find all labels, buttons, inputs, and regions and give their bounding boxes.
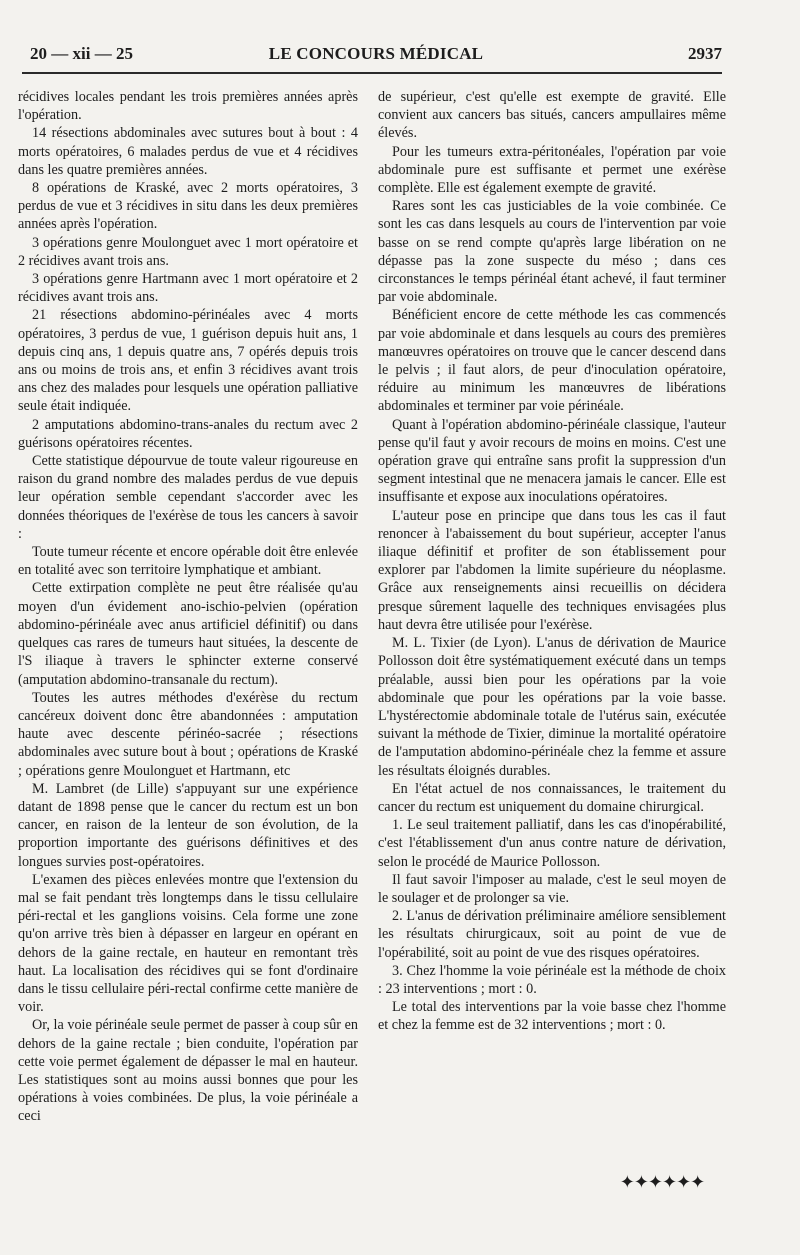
paragraph: 14 résections abdominales avec sutures bout à bout : 4 morts opératoires, 6 malades perdus de vue et 4 récidives dans les quatre premières années.	[18, 125, 358, 178]
paragraph: Cette statistique dépourvue de toute valeur rigoureuse en raison du grand nombre des malades perdus de vue depuis leur opération semble cependant s'accorder avec les données théoriques de l'exérèse de tous les cancers à savoir :	[18, 453, 358, 542]
paragraph: récidives locales pendant les trois premières années après l'opération.	[18, 89, 358, 124]
left-column	[18, 88, 358, 1126]
paragraph: M. L. Tixier (de Lyon). L'anus de dérivation de Maurice Pollosson doit être systématiquement exécuté dans un temps préalable, aussi bien pour les opérations par la voie abdominale que pour les opérations par la voie basse. L'hystérectomie abdominale totale de l'utérus sain, exécutée suivant la méthode de Tixier, diminue la mortalité opératoire de l'amputation abdomino-périnéale chez la femme et assure les résultats éloignés durables.	[378, 635, 726, 779]
paragraph: 8 opérations de Kraské, avec 2 morts opératoires, 3 perdus de vue et 3 récidives in situ dans les deux premières années après l'opération.	[18, 180, 358, 233]
paragraph: Le total des interventions par la voie basse chez l'homme et chez la femme est de 32 interventions ; mort : 0.	[378, 999, 726, 1034]
issue-date: 20 — xii — 25	[30, 44, 133, 63]
paragraph: Rares sont les cas justiciables de la voie combinée. Ce sont les cas dans lesquels au cours de l'intervention par voie basse on se rend compte qu'après large libération on ne dépasse pas la zone suspecte du méso ; dans ces circonstances le temps périnéal étant achevé, il faut terminer par voie abdominale.	[378, 198, 726, 306]
paragraph: Quant à l'opération abdomino-périnéale classique, l'auteur pense qu'il faut y avoir recours de moins en moins. C'est une opération grave qui entraîne sans profit la suppression d'un segment intestinal que ne menacera jamais le cancer. Elle est insuffisante et expose aux inoculations opératoires.	[378, 416, 726, 506]
journal-title: LE CONCOURS MÉDICAL	[268, 44, 484, 63]
header-rule	[22, 72, 722, 74]
paragraph: L'examen des pièces enlevées montre que l'extension du mal se fait pendant très longtemps dans le tissu cellulaire péri-rectal et les ganglions voisins. Cela forme une zone qu'on arrive très bien à dépasser en largeur en opérant en dehors de la gaine rectale, en hauteur en remontant très haut. La localisation des récidives qui se font d'ordinaire dans le tissu cellulaire péri-rectal confirme cette manière de voir.	[18, 871, 358, 1016]
paragraph: Toutes les autres méthodes d'exérèse du rectum cancéreux doivent donc être abandonnées : amputation haute avec descente périnéo-sacrée ; résections abdominales avec suture bout à bout ; opérations de Kraské ; opérations genre Moulonguet et Hartmann, etc	[18, 689, 358, 779]
paragraph: Toute tumeur récente et encore opérable doit être enlevée en totalité avec son territoire lymphatique et ambiant.	[18, 544, 358, 579]
running-header	[30, 44, 722, 70]
paragraph: 3 opérations genre Moulonguet avec 1 mort opératoire et 2 récidives avant trois ans.	[18, 234, 358, 269]
paragraph: En l'état actuel de nos connaissances, le traitement du cancer du rectum est uniquement du domaine chirurgical.	[378, 780, 726, 815]
page-number: 2937	[688, 44, 722, 63]
paragraph: L'auteur pose en principe que dans tous les cas il faut renoncer à l'abaissement du bout supérieur, accepter l'anus iliaque définitif et profiter de son établissement pour explorer par l'abdomen la limite supérieure du néoplasme. Grâce aux renseignements ainsi recueillis on décidera presque sûrement laquelle des techniques envisagées plus haut devra être utilisée pour l'exérèse.	[378, 507, 726, 633]
end-ornament: ✦✦✦✦✦✦	[619, 1172, 705, 1193]
paragraph: Bénéficient encore de cette méthode les cas commencés par voie abdominale et dans lesquels au cours des premières manœuvres opératoires on trouve que le cancer descend dans le pelvis ; il faut alors, de peur d'inoculation opératoire, réduire au minimum les manœuvres de libérations abdominales et terminer par voie périnéale.	[378, 307, 726, 415]
paragraph: 21 résections abdomino-périnéales avec 4 morts opératoires, 3 perdus de vue, 1 guérison depuis huit ans, 1 depuis cinq ans, 1 depuis quatre ans, 7 opérés depuis trois ans ou moins de trois ans, et enfin 3 récidives avant trois ans chez des malades pour lesquels une opération palliative seule était indiquée.	[18, 307, 358, 415]
paragraph: 3. Chez l'homme la voie périnéale est la méthode de choix : 23 interventions ; mort : 0.	[378, 962, 726, 997]
paragraph: M. Lambret (de Lille) s'appuyant sur une expérience datant de 1898 pense que le cancer du rectum est un bon cancer, en raison de la lenteur de son évolution, de la proportion importante des guérisons définitives et des longues survies post-opératoires.	[18, 780, 358, 870]
paragraph: Pour les tumeurs extra-péritonéales, l'opération par voie abdominale pure est suffisante et permet une exérèse complète. Elle est également exempte de gravité.	[378, 143, 726, 197]
paragraph: 2 amputations abdomino-trans-anales du rectum avec 2 guérisons opératoires récentes.	[18, 416, 358, 451]
paragraph: Il faut savoir l'imposer au malade, c'est le seul moyen de le soulager et de prolonger sa vie.	[378, 871, 726, 906]
paragraph: Cette extirpation complète ne peut être réalisée qu'au moyen d'un évidement ano-ischio-pelvien (opération abdomino-périnéale avec anus artificiel définitif) ou dans quelques cas rares de tumeurs haut situées, la descente de l'S iliaque à travers le sphincter externe conservé (amputation abdomino-transanale du rectum).	[18, 580, 358, 688]
paragraph: 2. L'anus de dérivation préliminaire améliore sensiblement les résultats chirurgicaux, soit au point de vue de l'opérabilité, soit au point de vue des risques opératoires.	[378, 908, 726, 961]
paragraph: Or, la voie périnéale seule permet de passer à coup sûr en dehors de la gaine rectale ; bien conduite, l'opération par cette voie permet également de dépasser le mal en hauteur. Les statistiques sont au moins aussi bonnes que pour les opérations à voies combinées. De plus, la voie périnéale a ceci	[18, 1017, 358, 1125]
paragraph: 1. Le seul traitement palliatif, dans les cas d'inopérabilité, c'est l'établissement d'un anus contre nature de dérivation, selon le procédé de Maurice Pollosson.	[378, 817, 726, 870]
right-column	[378, 88, 726, 1035]
paragraph: de supérieur, c'est qu'elle est exempte de gravité. Elle convient aux cancers bas situés, cancers ampullaires même élevés.	[378, 89, 726, 142]
paragraph: 3 opérations genre Hartmann avec 1 mort opératoire et 2 récidives avant trois ans.	[18, 271, 358, 306]
